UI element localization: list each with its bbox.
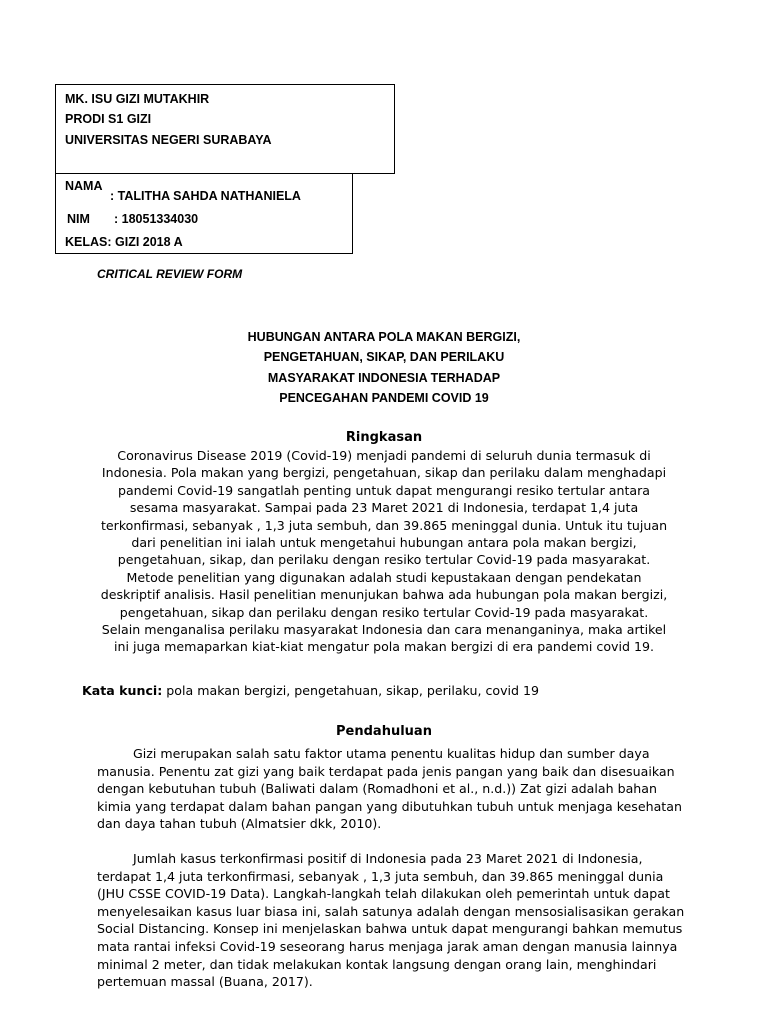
study-program: PRODI S1 GIZI xyxy=(65,112,152,126)
keywords-line xyxy=(82,683,539,698)
summary-text: Coronavirus Disease 2019 (Covid-19) menjadi pandemi di seluruh dunia termasuk di Indonesia. Pola makan yang bergizi, pengetahuan, sikap dan perilaku dalam menghadapi pandemi Covid-19 sangatlah penting untuk dapat mengurangi resiko tertular antara sesama masyarakat. Sampai pada 23 Maret 2021 di Indonesia, terdapat 1,4 juta terkonfirmasi, sebanyak , 1,3 juta sembuh, dan 39.865 meninggal dunia. Untuk itu tujuan dari penelitian ini ialah untuk mengetahui hubungan antara pola makan bergizi, pengetahuan, sikap, dan perilaku dengan resiko tertular Covid-19 pada masyarakat. Metode penelitian yang digunakan adalah studi kepustakaan dengan pendekatan deskriptif analisis. Hasil penelitian menunjukan bahwa ada hubungan pola makan bergizi, pengetahuan, sikap dan perilaku dengan resiko tertular Covid-19 pada masyarakat. Selain menganalisa perilaku masyarakat Indonesia dan cara menanganinya, maka artikel ini juga memaparkan kiat-kiat mengatur pola makan bergizi di era pandemi covid 19. xyxy=(100,448,668,655)
summary-heading: Ringkasan xyxy=(345,430,423,445)
keywords-label: Kata kunci: xyxy=(82,683,163,698)
article-title-line: HUBUNGAN ANTARA POLA MAKAN BERGIZI, xyxy=(247,330,521,344)
name-value: : TALITHA SAHDA NATHANIELA xyxy=(110,189,301,203)
article-title-line: MASYARAKAT INDONESIA TERHADAP xyxy=(267,371,501,385)
form-title: CRITICAL REVIEW FORM xyxy=(97,267,243,281)
introduction-paragraph xyxy=(97,745,693,833)
introduction-heading: Pendahuluan xyxy=(336,724,432,739)
paragraph-text: Gizi merupakan salah satu faktor utama penentu kualitas hidup dan sumber daya manusia. Penentu zat gizi yang baik terdapat pada jenis pangan yang baik dan disesuaikan dengan kebutuhan tubuh (Baliwati dalam (Romadhoni et al., n.d.)) Zat gizi adalah bahan kimia yang terdapat dalam bahan pangan yang dibutuhkan tubuh untuk menjaga kesehatan dan daya tahan tubuh (Almatsier dkk, 2010). xyxy=(97,746,682,832)
keywords-value: pola makan bergizi, pengetahuan, sikap, perilaku, covid 19 xyxy=(162,683,540,698)
nim-value: : 18051334030 xyxy=(114,212,199,226)
nim-label: NIM xyxy=(67,212,90,226)
name-label: NAMA xyxy=(65,179,103,193)
paragraph-text: Jumlah kasus terkonfirmasi positif di Indonesia pada 23 Maret 2021 di Indonesia, terdapat 1,4 juta terkonfirmasi, sebanyak , 1,3 juta sembuh, dan 39.865 meninggal dunia (JHU CSSE COVID-19 Data). Langkah-langkah telah dilakukan oleh pemerintah untuk dapat menyelesaikan kasus luar biasa ini, salah satunya adalah dengan mensosialisasikan gerakan Social Distancing. Konsep ini menjelaskan bahwa untuk dapat mengurangi bahkan memutus mata rantai infeksi Covid-19 seseorang harus menjaga jarak aman dengan manusia lainnya minimal 2 meter, dan tidak melakukan kontak langsung dengan orang lain, menghindari pertemuan massal (Buana, 2017). xyxy=(97,851,685,990)
university-name: UNIVERSITAS NEGERI SURABAYA xyxy=(65,133,272,147)
course-name: MK. ISU GIZI MUTAKHIR xyxy=(65,92,210,106)
class-line: KELAS: GIZI 2018 A xyxy=(65,235,183,249)
article-title-line: PENGETAHUAN, SIKAP, DAN PERILAKU xyxy=(263,350,505,364)
introduction-paragraph xyxy=(97,850,693,991)
article-title-line: PENCEGAHAN PANDEMI COVID 19 xyxy=(279,391,489,405)
